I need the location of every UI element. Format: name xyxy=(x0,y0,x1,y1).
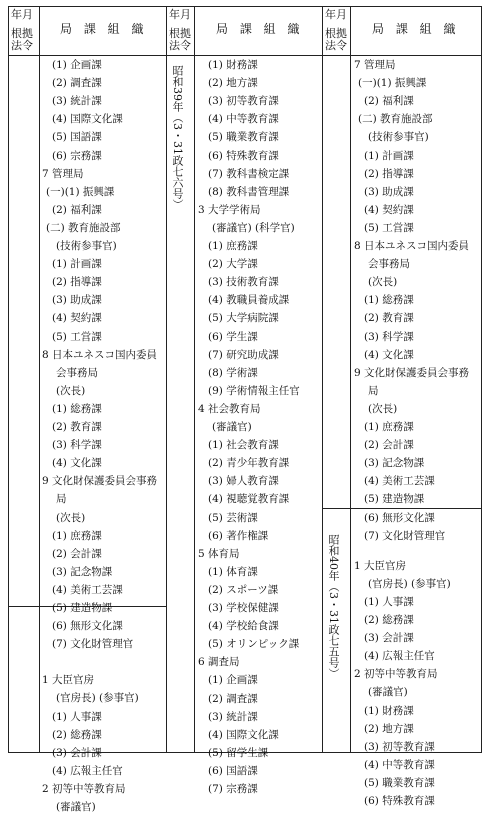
col2-line: (3) 学校保健課 xyxy=(208,602,279,614)
col1-line: (次長) xyxy=(56,384,86,397)
col3-line: 1 大臣官房 xyxy=(354,559,407,572)
col2-line: (3) 技術教育課 xyxy=(208,276,279,289)
col3-line: (3) 初等教育課 xyxy=(364,740,435,753)
col1-line: (4) 広報主任官 xyxy=(52,764,123,777)
col1-line: (4) 文化課 xyxy=(52,457,102,470)
col2-line: (2) 調査課 xyxy=(208,692,258,705)
col2-line: (審議官) (科学官) xyxy=(212,221,295,234)
col1-line: (2) 会計課 xyxy=(52,547,102,560)
col3-line: (次長) xyxy=(368,276,398,289)
col1-line: (3) 記念物課 xyxy=(52,565,113,578)
col3-line: (3) 記念物課 xyxy=(364,457,425,470)
year-label-s40: 昭和40年（3・31政七五号） xyxy=(327,533,340,679)
col2-line: 5 体育局 xyxy=(198,547,240,560)
col2-line: (3) 初等教育課 xyxy=(208,95,279,108)
col3-line: (2) 指導課 xyxy=(364,167,414,180)
col1-line: (5) 工営課 xyxy=(52,330,102,343)
col3-line: (2) 会計課 xyxy=(364,439,414,452)
col2-line: (1) 庶務課 xyxy=(208,240,258,252)
year-label-s39: 昭和39年（3・31政七六号） xyxy=(171,64,184,210)
col2-line: (1) 財務課 xyxy=(208,59,258,71)
col2-line: 4 社会教育局 xyxy=(198,402,261,415)
col3-line: (二) 教育施設部 xyxy=(358,113,433,126)
col3-line: (5) 建造物課 xyxy=(364,493,425,506)
col3-line: 会事務局 xyxy=(368,258,410,271)
col1-line: (1) 人事課 xyxy=(52,710,102,723)
col1-line: (審議官) xyxy=(56,801,96,813)
col3-line: (1) 総務課 xyxy=(364,294,414,307)
col3-line: (6) 特殊教育課 xyxy=(364,795,435,807)
col2-line: (3) 統計課 xyxy=(208,710,258,723)
col1-line: (5) 建造物課 xyxy=(52,602,113,614)
col2-line: (6) 著作権課 xyxy=(208,529,269,542)
col3-line: (1) 庶務課 xyxy=(364,421,414,433)
col1-line: (6) 無形文化課 xyxy=(52,620,123,633)
col3-line: (2) 総務課 xyxy=(364,614,414,626)
col3-line: (2) 地方課 xyxy=(364,722,414,735)
col2-line: (4) 中等教育課 xyxy=(208,113,279,126)
col3-line: (4) 文化課 xyxy=(364,348,414,361)
col2-line: (7) 研究助成課 xyxy=(208,348,279,361)
col3-line: 2 初等中等教育局 xyxy=(354,668,438,681)
col3-line: (2) 教育課 xyxy=(364,312,414,325)
col3-line: 8 日本ユネスコ国内委員 xyxy=(354,240,470,252)
col3-line: (技術参事官) xyxy=(368,131,429,144)
col1-line: (2) 総務課 xyxy=(52,728,102,741)
col1-line: 1 大臣官房 xyxy=(42,674,95,687)
col1-line: (官房長) (参事官) xyxy=(56,692,139,705)
col1-year-divider xyxy=(39,6,40,753)
table-border-right xyxy=(481,6,482,753)
header-basis-label: 根拠法令 xyxy=(11,27,33,52)
header-year-label: 年月 xyxy=(169,8,191,21)
col3-line: (5) 工営課 xyxy=(364,221,414,234)
col2-line: (6) 学生課 xyxy=(208,330,258,343)
col3-line: (4) 契約課 xyxy=(364,203,414,216)
col2-year-divider xyxy=(194,6,195,753)
col3-line: (1) 人事課 xyxy=(364,595,414,608)
col1-line: (二) 教育施設部 xyxy=(46,221,121,234)
header-title: 局 課 組 織 xyxy=(60,22,148,36)
col1-line: (次長) xyxy=(56,511,86,524)
col2-line: (2) スポーツ課 xyxy=(208,583,279,596)
col2-line: (4) 学校給食課 xyxy=(208,620,279,633)
col2-line: (7) 教科書検定課 xyxy=(208,167,290,180)
col3-line: 7 管理局 xyxy=(354,59,396,71)
col1-line: (2) 調査課 xyxy=(52,77,102,90)
header-basis-label: 根拠法令 xyxy=(325,27,347,52)
col1-line: (1) 企画課 xyxy=(52,59,102,71)
col3-line: (審議官) xyxy=(368,686,408,699)
header-basis-label: 根拠法令 xyxy=(169,27,191,52)
col3-line: (4) 広報主任官 xyxy=(364,650,435,663)
header-year-label: 年月 xyxy=(325,8,347,21)
col3-line: (次長) xyxy=(368,402,398,415)
col3-line: (1) 計画課 xyxy=(364,149,414,162)
col2-line: (5) 職業教育課 xyxy=(208,131,279,144)
col3-line: (6) 無形文化課 xyxy=(364,511,435,524)
col1-line: (技術参事官) xyxy=(56,240,117,252)
col2-line: (審議官) xyxy=(212,421,252,433)
col3-line: (1) 財務課 xyxy=(364,704,414,717)
col2-line: (5) 大学病院課 xyxy=(208,312,279,325)
table-border-left xyxy=(8,6,9,753)
col2-line: (2) 地方課 xyxy=(208,77,258,90)
col1-line: (2) 教育課 xyxy=(52,421,102,433)
col2-line: (8) 学術課 xyxy=(208,366,258,379)
col3-year-divider xyxy=(350,6,351,753)
col3-line: (3) 助成課 xyxy=(364,185,414,198)
col3-line: (官房長) (参事官) xyxy=(368,577,451,590)
col1-line: 2 初等中等教育局 xyxy=(42,782,126,795)
col3-line: (7) 文化財管理官 xyxy=(364,529,446,542)
col1-line: (4) 国際文化課 xyxy=(52,113,123,126)
col2-line: (5) 留学生課 xyxy=(208,746,269,759)
col2-line: (6) 国語課 xyxy=(208,764,258,777)
col1-line: 会事務局 xyxy=(56,366,98,379)
col3-line: (4) 中等教育課 xyxy=(364,758,435,771)
col2-line: (1) 企画課 xyxy=(208,674,258,687)
col2-line: (5) 芸術課 xyxy=(208,511,258,524)
col2-line: (3) 婦人教育課 xyxy=(208,475,279,488)
col1-line: (3) 統計課 xyxy=(52,95,102,108)
col2-line: (9) 学術情報主任官 xyxy=(208,384,300,397)
col2-line: (5) オリンピック課 xyxy=(208,638,300,651)
col2-line: (6) 特殊教育課 xyxy=(208,149,279,162)
col1-line: (3) 助成課 xyxy=(52,294,102,307)
col1-line: (2) 指導課 xyxy=(52,276,102,289)
col2-line: (1) 社会教育課 xyxy=(208,439,279,452)
col3-line: 局 xyxy=(368,384,379,397)
col1-line: (2) 福利課 xyxy=(52,203,102,216)
col1-line: (1) 庶務課 xyxy=(52,529,102,542)
col1-line: (3) 科学課 xyxy=(52,439,102,452)
header-title: 局 課 組 織 xyxy=(216,22,304,36)
col2-line: (4) 国際文化課 xyxy=(208,728,279,741)
col2-line: 3 大学学術局 xyxy=(198,203,261,216)
col1-line: (5) 国語課 xyxy=(52,131,102,144)
col2-line: (1) 体育課 xyxy=(208,565,258,578)
col2-line: 6 調査局 xyxy=(198,656,240,669)
col2-line: (4) 教職員養成課 xyxy=(208,294,290,307)
col1-line: (6) 宗務課 xyxy=(52,149,102,162)
panel2-divider xyxy=(322,6,323,753)
col3-line: (3) 科学課 xyxy=(364,330,414,343)
col3-line: 9 文化財保護委員会事務 xyxy=(354,366,470,379)
col2-line: (2) 大学課 xyxy=(208,258,258,271)
col3-line: (4) 美術工芸課 xyxy=(364,475,435,488)
header-title: 局 課 組 織 xyxy=(372,22,460,36)
col1-line: (一)(1) 振興課 xyxy=(46,185,115,198)
col1-line: (7) 文化財管理官 xyxy=(52,638,134,651)
col3-line: (2) 福利課 xyxy=(364,95,414,108)
col3-line: (一)(1) 振興課 xyxy=(358,77,427,90)
col1-line: (3) 会計課 xyxy=(52,746,102,759)
col1-line: 8 日本ユネスコ国内委員 xyxy=(42,348,158,361)
col1-line: 局 xyxy=(56,493,67,506)
col2-line: (8) 教科書管理課 xyxy=(208,185,290,198)
col1-line: 7 管理局 xyxy=(42,167,84,180)
col1-line: (4) 契約課 xyxy=(52,312,102,325)
col2-line: (7) 宗務課 xyxy=(208,783,258,795)
col2-line: (2) 青少年教育課 xyxy=(208,457,290,470)
panel1-divider xyxy=(166,6,167,753)
col1-line: (4) 美術工芸課 xyxy=(52,583,123,596)
col2-line: (4) 視聴覚教育課 xyxy=(208,493,290,506)
col3-line: (3) 会計課 xyxy=(364,632,414,645)
col1-line: (1) 総務課 xyxy=(52,402,102,415)
header-year-label: 年月 xyxy=(11,8,33,21)
table-border-top xyxy=(8,6,482,7)
col1-line: 9 文化財保護委員会事務 xyxy=(42,475,158,488)
col1-line: (1) 計画課 xyxy=(52,258,102,271)
col3-line: (5) 職業教育課 xyxy=(364,776,435,789)
